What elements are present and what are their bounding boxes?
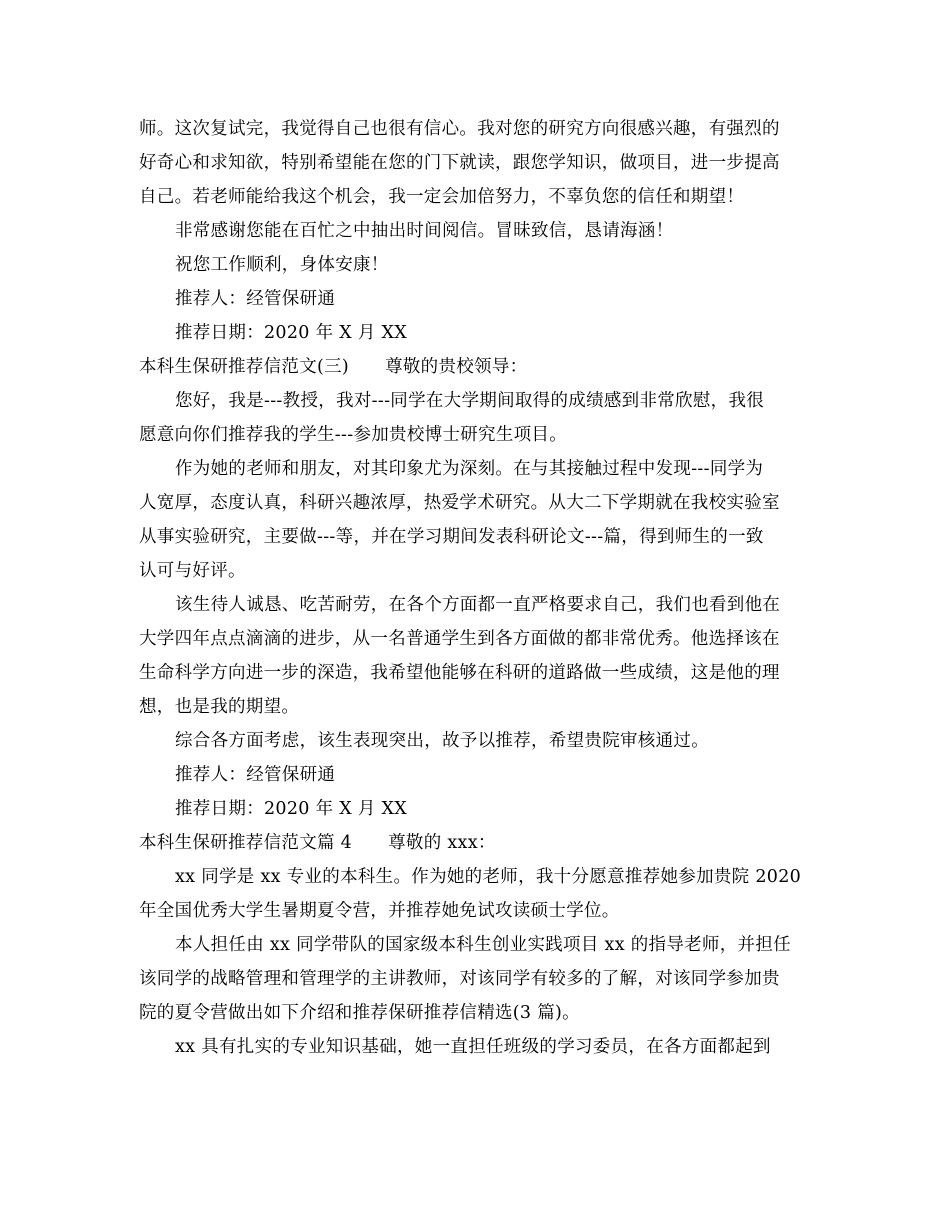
salutation: 尊敬的贵校领导： (385, 357, 528, 377)
body-line: xx 具有扎实的专业知识基础，她一直担任班级的学习委员，在各方面都起到 (175, 1037, 771, 1057)
body-line: 自己。若老师能给我这个机会，我一定会加倍努力，不辜负您的信任和期望！ (139, 187, 745, 207)
section-heading (139, 826, 819, 860)
body-line: 本人担任由 xx 同学带队的国家级本科生创业实践项目 xx 的指导老师，并担任 (175, 935, 791, 955)
body-line: 年全国优秀大学生暑期夏令营，并推荐她免试攻读硕士学位。 (139, 901, 620, 921)
body-line: xx 同学是 xx 专业的本科生。作为她的老师，我十分愿意推荐她参加贵院 2020 (175, 867, 802, 887)
body-line: 认可与好评。 (139, 561, 246, 581)
date-line: 推荐日期：2020 年 X 月 XX (175, 323, 408, 343)
body-line: 师。这次复试完，我觉得自己也很有信心。我对您的研究方向很感兴趣，有强烈的 (139, 119, 780, 139)
body-line: 非常感谢您能在百忙之中抽出时间阅信。冒昧致信，恳请海涵！ (175, 221, 674, 241)
body-line: 大学四年点点滴滴的进步，从一名普通学生到各方面做的都非常优秀。他选择该在 (139, 629, 780, 649)
body-line: 从事实验研究，主要做---等，并在学习期间发表科研论文---篇，得到师生的一致 (139, 527, 764, 547)
body-line: 生命科学方向进一步的深造，我希望他能够在科研的道路做一些成绩，这是他的理 (139, 663, 780, 683)
salutation: 尊敬的 xxx： (388, 833, 496, 853)
body-line: 作为她的老师和朋友，对其印象尤为深刻。在与其接触过程中发现---同学为 (175, 459, 764, 479)
section-title: 本科生保研推荐信范文(三) (139, 357, 350, 377)
recommender-line: 推荐人：经管保研通 (175, 289, 336, 309)
body-line: 综合各方面考虑，该生表现突出，故予以推荐，希望贵院审核通过。 (175, 731, 709, 751)
body-line: 该同学的战略管理和管理学的主讲教师，对该同学有较多的了解，对该同学参加贵 (139, 969, 780, 989)
body-line: 想，也是我的期望。 (139, 697, 300, 717)
body-line: 您好，我是---教授，我对---同学在大学期间取得的成绩感到非常欣慰，我很 (175, 391, 765, 411)
body-line: 愿意向你们推荐我的学生---参加贵校博士研究生项目。 (139, 425, 568, 445)
recommender-line: 推荐人：经管保研通 (175, 765, 336, 785)
date-line: 推荐日期：2020 年 X 月 XX (175, 799, 408, 819)
section-heading (139, 350, 819, 384)
body-line: 人宽厚，态度认真，科研兴趣浓厚，热爱学术研究。从大二下学期就在我校实验室 (139, 493, 780, 513)
body-line: 祝您工作顺利，身体安康！ (175, 255, 389, 275)
section-title: 本科生保研推荐信范文篇 4 (139, 833, 353, 853)
body-line: 院的夏令营做出如下介绍和推荐保研推荐信精选(3 篇)。 (139, 1003, 580, 1023)
body-line: 该生待人诚恳、吃苦耐劳，在各个方面都一直严格要求自己，我们也看到他在 (175, 595, 781, 615)
body-line: 好奇心和求知欲，特别希望能在您的门下就读，跟您学知识，做项目，进一步提高 (139, 153, 780, 173)
